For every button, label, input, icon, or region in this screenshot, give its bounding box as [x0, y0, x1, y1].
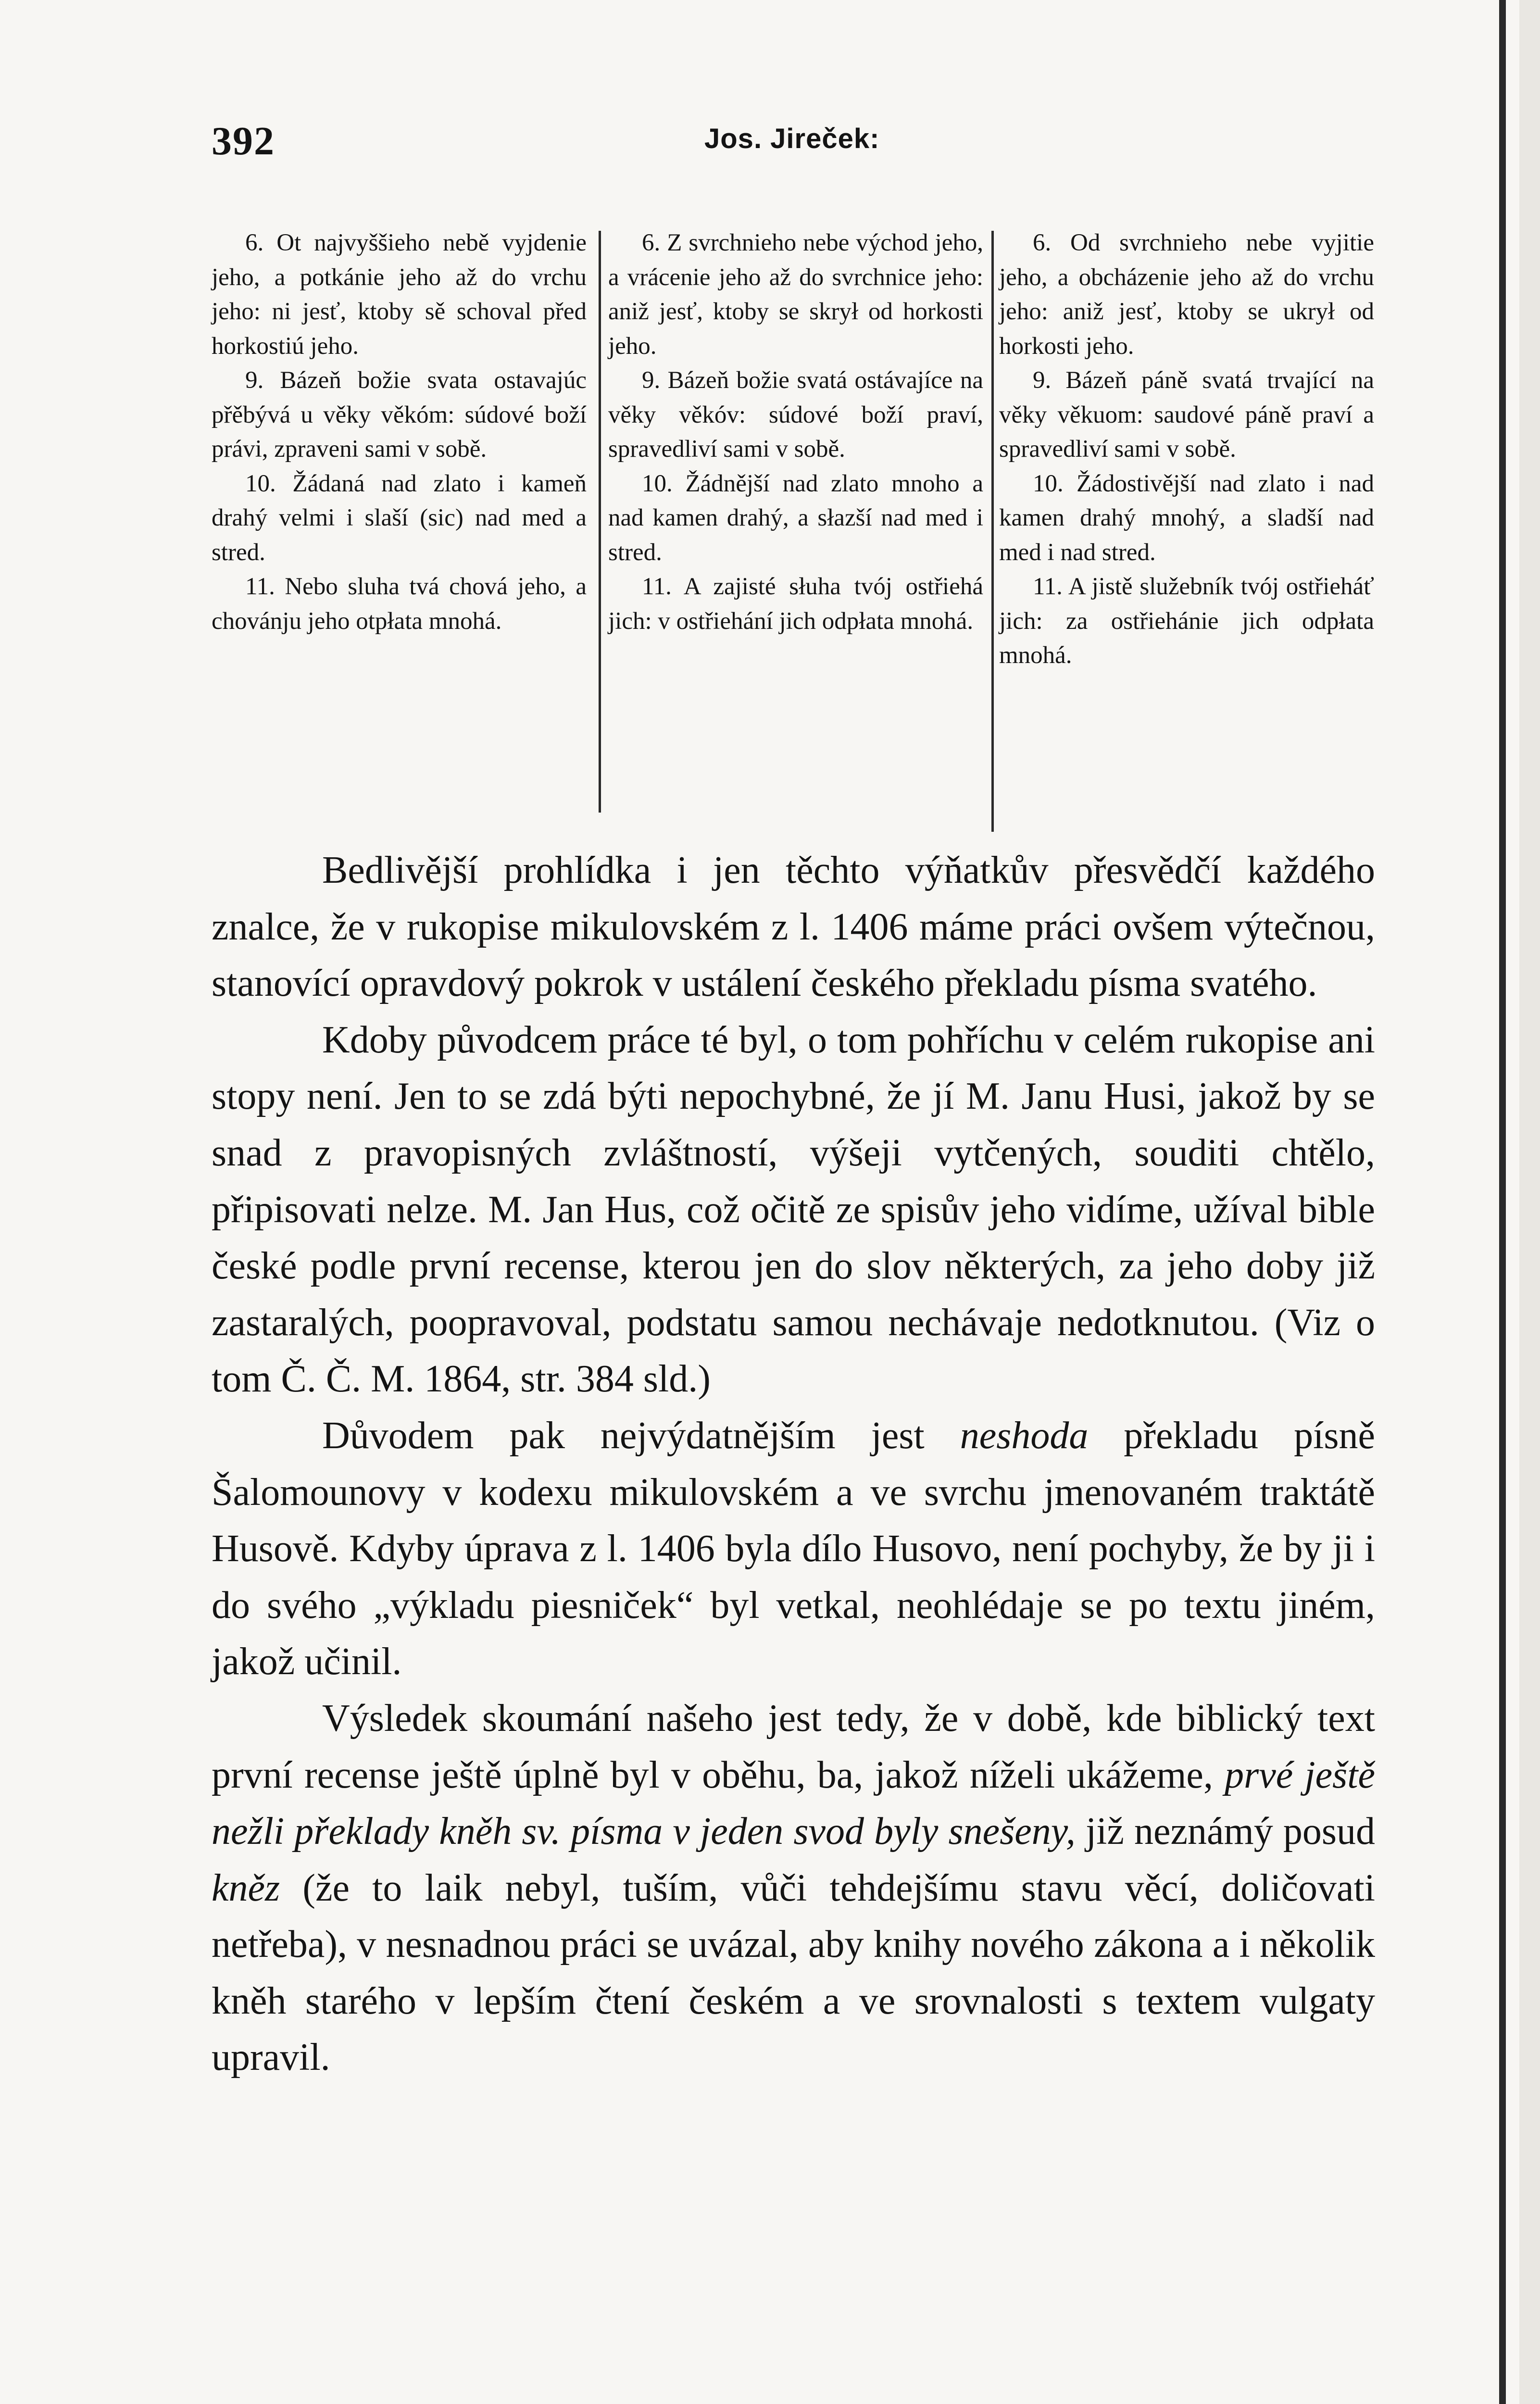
column-3 [999, 226, 1374, 673]
verse: 6. Ot najvyššieho nebě vyjdenie jeho, a potkánie jeho až do vrchu jeho: ni jesť, ktoby sě schoval před horkostiú jeho. [212, 229, 587, 360]
text-run: překladu písně Šalomounovy v kodexu mikulovském a ve svrchu jmenovaném traktátě Husově. Kdyby úprava z l. 1406 byla dílo Husovo, není pochyby, že by ji i do svého „výkladu piesniček“ byl vetkal, neohlédaje se po textu jiném, jakož učinil. [212, 1414, 1375, 1683]
verse: 10. Žádnější nad zlato mnoho a nad kamen drahý, a słazší nad med i stred. [608, 470, 983, 566]
text-run: již neznámý posud [1085, 1810, 1375, 1853]
running-head: Jos. Jireček: [704, 123, 880, 154]
verse: 9. Bázeň božie svata ostavajúc přěbývá u věky věkóm: súdové boží právi, zpraveni sami v sobě. [212, 367, 587, 463]
emphasis: prvé ještě nežli překlady kněh sv. písma v jeden svod byly snešeny, [212, 1753, 1376, 1853]
page-edge-line [1499, 0, 1506, 2404]
column-divider [599, 231, 601, 813]
verse: 11. A jistě služebník tvój ostřieháť jich: za ostřiehánie jich odpłata mnohá. [999, 573, 1374, 669]
column-2 [608, 226, 983, 639]
text-run: Výsledek skoumání našeho jest tedy, že v době, kde biblický text první recense ještě úplně byl v oběhu, ba, jakož níželi ukážeme, [212, 1697, 1375, 1796]
paragraph: Bedlivější prohlídka i jen těchto výňatkův přesvědčí každého znalce, že v rukopise mikulovském z l. 1406 máme práci ovšem výtečnou, stanovící opravdový pokrok v ustálení českého překladu písma svatého. [212, 849, 1375, 1005]
emphasis: kněz [212, 1866, 280, 1909]
verse: 9. Bázeň páně svatá trvající na věky věkuom: saudové páně praví a spravedliví sami v sobě. [999, 367, 1374, 463]
paragraph: Kdoby původcem práce té byl, o tom pohříchu v celém rukopise ani stopy není. Jen to se zdá býti nepochybné, že jí M. Janu Husi, jakož by se snad z pravopisných zvláštností, výšeji vytčených, souditi chtělo, připisovati nelze. M. Jan Hus, což očitě ze spisův jeho vidíme, užíval bible české podle první recense, kterou jen do slov některých, za jeho doby již zastaralých, poopravoval, podstatu samou nechávaje nedotknutou. (Viz o tom Č. Č. M. 1864, str. 384 sld.) [212, 1018, 1375, 1401]
column-1 [212, 226, 587, 639]
parallel-columns [212, 226, 1375, 817]
page-number: 392 [212, 119, 275, 163]
text-run: Důvodem pak nejvýdatnějším jest [322, 1414, 925, 1457]
verse: 10. Žádostivější nad zlato i nad kamen drahý mnohý, a sladší nad med i nad stred. [999, 470, 1374, 566]
paragraph [212, 1408, 1375, 1690]
text-run: (že to laik nebyl, tuším, vůči tehdejšímu stavu věcí, doličovati netřeba), v nesnadnou práci se uvázal, aby knihy nového zákona a i několik kněh starého v lepším čtení českém a ve srovnalosti s textem vulgaty upravil. [212, 1866, 1376, 2079]
page-header [212, 118, 1375, 175]
verse: 10. Žádaná nad zlato i kameň drahý velmi i slaší (sic) nad med a stred. [212, 470, 587, 566]
paragraph [212, 1690, 1375, 2086]
verse: 9. Bázeň božie svatá ostávajíce na věky věkóv: súdové boží praví, spravedliví sami v sobě. [608, 367, 983, 463]
verse: 11. Nebo sluha tvá chová jeho, a chovánju jeho otpłata mnohá. [212, 573, 587, 635]
verse: 6. Od svrchnieho nebe vyjitie jeho, a obcházenie jeho až do vrchu jeho: aniž jesť, ktoby se ukrył od horkosti jeho. [999, 229, 1374, 360]
column-divider [991, 231, 994, 832]
verse: 11. A zajisté słuha tvój ostřiehá jich: v ostřiehání jich odpłata mnohá. [608, 573, 983, 635]
emphasis: neshoda [960, 1414, 1089, 1457]
body-text [212, 842, 1375, 2086]
verse: 6. Z svrchnieho nebe východ jeho, a vrácenie jeho až do svrchnice jeho: aniž jesť, ktoby se skrył od horkosti jeho. [608, 229, 983, 360]
